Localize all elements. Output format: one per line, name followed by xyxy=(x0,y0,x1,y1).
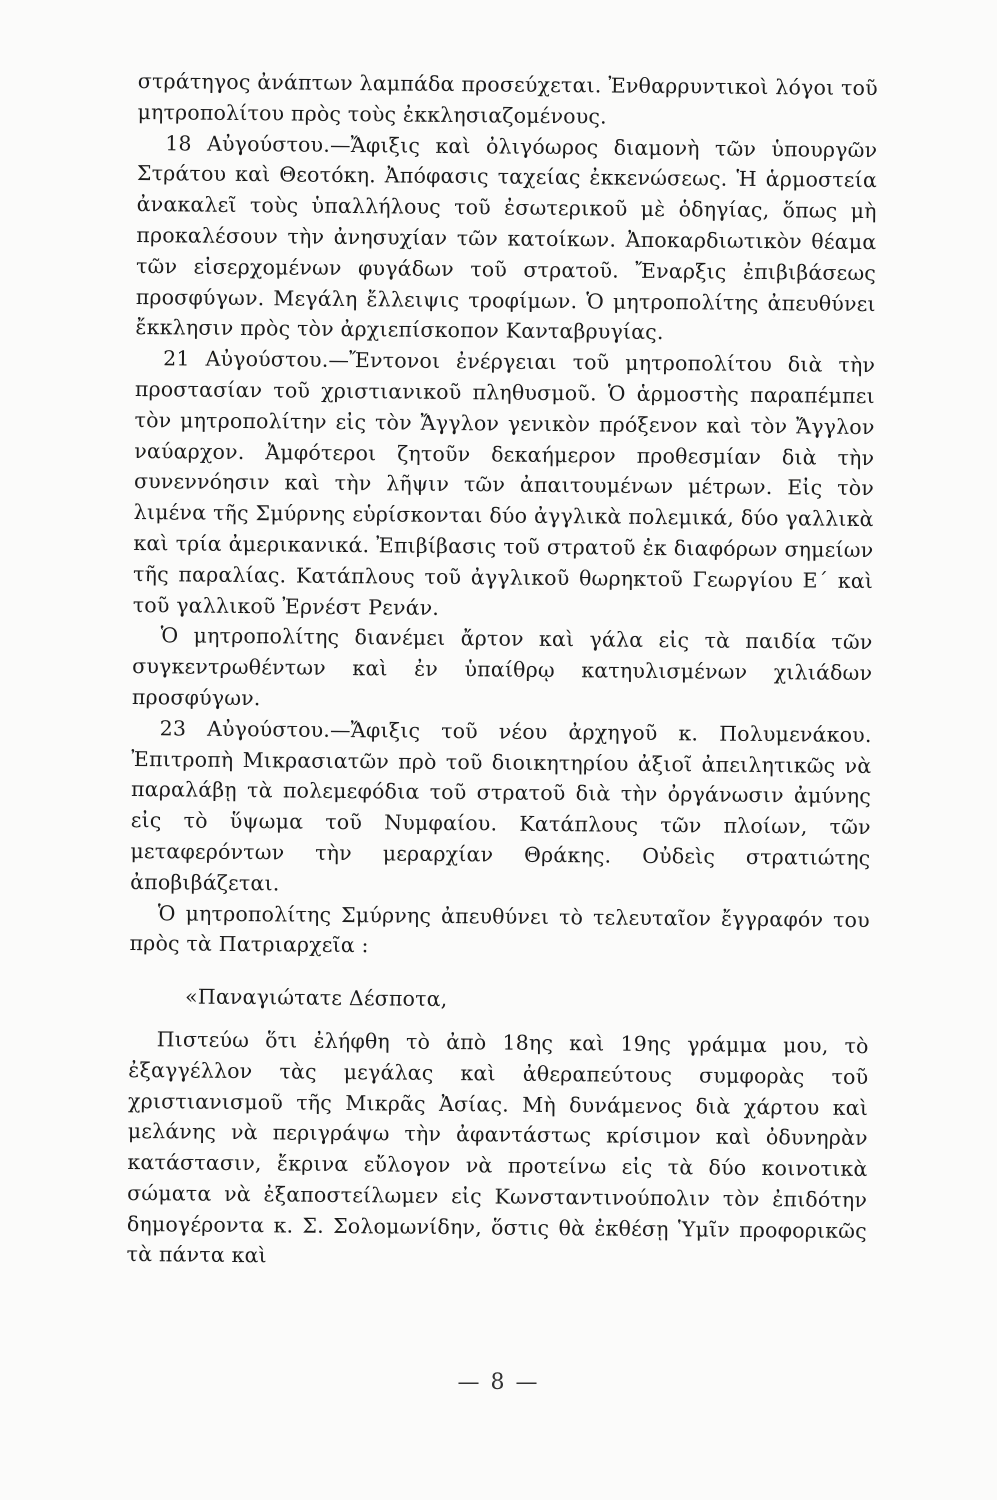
paragraph-august-18: 18 Αὐγούστου.—Ἄφιξις καὶ ὀλιγόωρος διαμονὴ τῶν ὑπουργῶν Στράτου καὶ Θεοτόκη. Ἀπόφασις ταχείας ἐκκενώσεως. Ἡ ἁρμοστεία ἀνακαλεῖ τοὺς ὑπαλλήλους τοῦ ἐσωτερικοῦ μὲ ὁδηγίας, ὅπως μὴ προκαλέσουν τὴν ἀνησυχίαν τῶν κατοίκων. Ἀποκαρδιωτικὸν θέαμα τῶν εἰσερχομένων φυγάδων τοῦ στρατοῦ. Ἔναρξις ἐπιβιβάσεως προσφύγων. Μεγάλη ἔλλειψις τροφίμων. Ὁ μητροπολίτης ἀπευθύνει ἔκκλησιν πρὸς τὸν ἀρχιεπίσκοπον Κανταβρυγίας. xyxy=(135,130,878,345)
paragraph-august-23: 23 Αὐγούστου.—Ἄφιξις τοῦ νέου ἀρχηγοῦ κ. Πολυμενάκου. Ἐπιτροπὴ Μικρασιατῶν πρὸ τοῦ διοικητηρίου ἀξιοῖ ἀπειλητικῶς νὰ παραλάβῃ τὰ πολεμεφόδια τοῦ στρατοῦ διὰ τὴν ὀργάνωσιν ἀμύνης εἰς τὸ ὕψωμα τοῦ Νυμφαίου. Κατάπλους τῶν πλοίων, τῶν μεταφερόντων τὴν μεραρχίαν Θράκης. Οὐδεὶς στρατιώτης ἀποβιβάζεται. xyxy=(130,715,872,896)
letter-body-paragraph: Πιστεύω ὅτι ἐλήφθη τὸ ἀπὸ 18ης καὶ 19ης γράμμα μου, τὸ ἐξαγγέλλον τὰς μεγάλας καὶ ἀθεραπεύτους συμφορὰς τοῦ χριστιανισμοῦ τῆς Μικρᾶς Ἀσίας. Μὴ δυνάμενος διὰ χάρτου καὶ μελάνης νὰ περιγράψω τὴν ἀφαντάστως κρίσιμον καὶ ὀδυνηρὰν κατάστασιν, ἔκρινα εὔλογον νὰ προτείνω εἰς τὰ δύο κοινοτικὰ σώματα νὰ ἐξαποστείλωμεν εἰς Κωνσταντινούπολιν τὸν ἐπιδότην δημογέροντα κ. Σ. Σολομωνίδην, ὅστις θὰ ἐκθέσῃ Ὑμῖν προφορικῶς τὰ πάντα καὶ xyxy=(126,1027,869,1268)
letter-salutation: «Παναγιώτατε Δέσποτα, xyxy=(184,984,448,1012)
page-number: — 8 — xyxy=(457,1370,540,1395)
paragraph-continuation: στράτηγος ἀνάπτων λαμπάδα προσεύχεται. Ἐνθαρρυντικοὶ λόγοι τοῦ μητροπολίτου πρὸς τοὺς ἐκκλησιαζομένους. xyxy=(137,68,878,129)
document-body xyxy=(126,66,878,1277)
paragraph-last-letter-intro: Ὁ μητροπολίτης Σμύρνης ἀπευθύνει τὸ τελευταῖον ἔγγραφόν του πρὸς τὰ Πατριαρχεῖα : xyxy=(129,900,870,958)
paragraph-august-21: 21 Αὐγούστου.—Ἔντονοι ἐνέργειαι τοῦ μητροπολίτου διὰ τὴν προστασίαν τοῦ χριστιανικοῦ πληθυσμοῦ. Ὁ ἁρμοστὴς παραπέμπει τὸν μητροπολίτην εἰς τὸν Ἄγγλον γενικὸν πρόξενον καὶ τὸν Ἄγγλον ναύαρχον. Ἀμφότεροι ζητοῦν δεκαήμερον προθεσμίαν διὰ τὴν συνεννόησιν καὶ τὴν λῆψιν τῶν ἀπαιτουμένων μέτρων. Εἰς τὸν λιμένα τῆς Σμύρνης εὑρίσκονται δύο ἀγγλικὰ πολεμικά, δύο γαλλικὰ καὶ τρία ἀμερικανικά. Ἐπιβίβασις τοῦ στρατοῦ ἐκ διαφόρων σημείων τῆς παραλίας. Κατάπλους τοῦ ἀγγλικοῦ θωρηκτοῦ Γεωργίου Ε΄ καὶ τοῦ γαλλικοῦ Ἐρνέστ Ρενάν. xyxy=(132,346,876,620)
paragraph-bread-and-milk: Ὁ μητροπολίτης διανέμει ἄρτον καὶ γάλα εἰς τὰ παιδία τῶν συγκεντρωθέντων καὶ ἐν ὑπαίθρῳ κατηυλισμένων χιλιάδων προσφύγων. xyxy=(131,623,873,711)
